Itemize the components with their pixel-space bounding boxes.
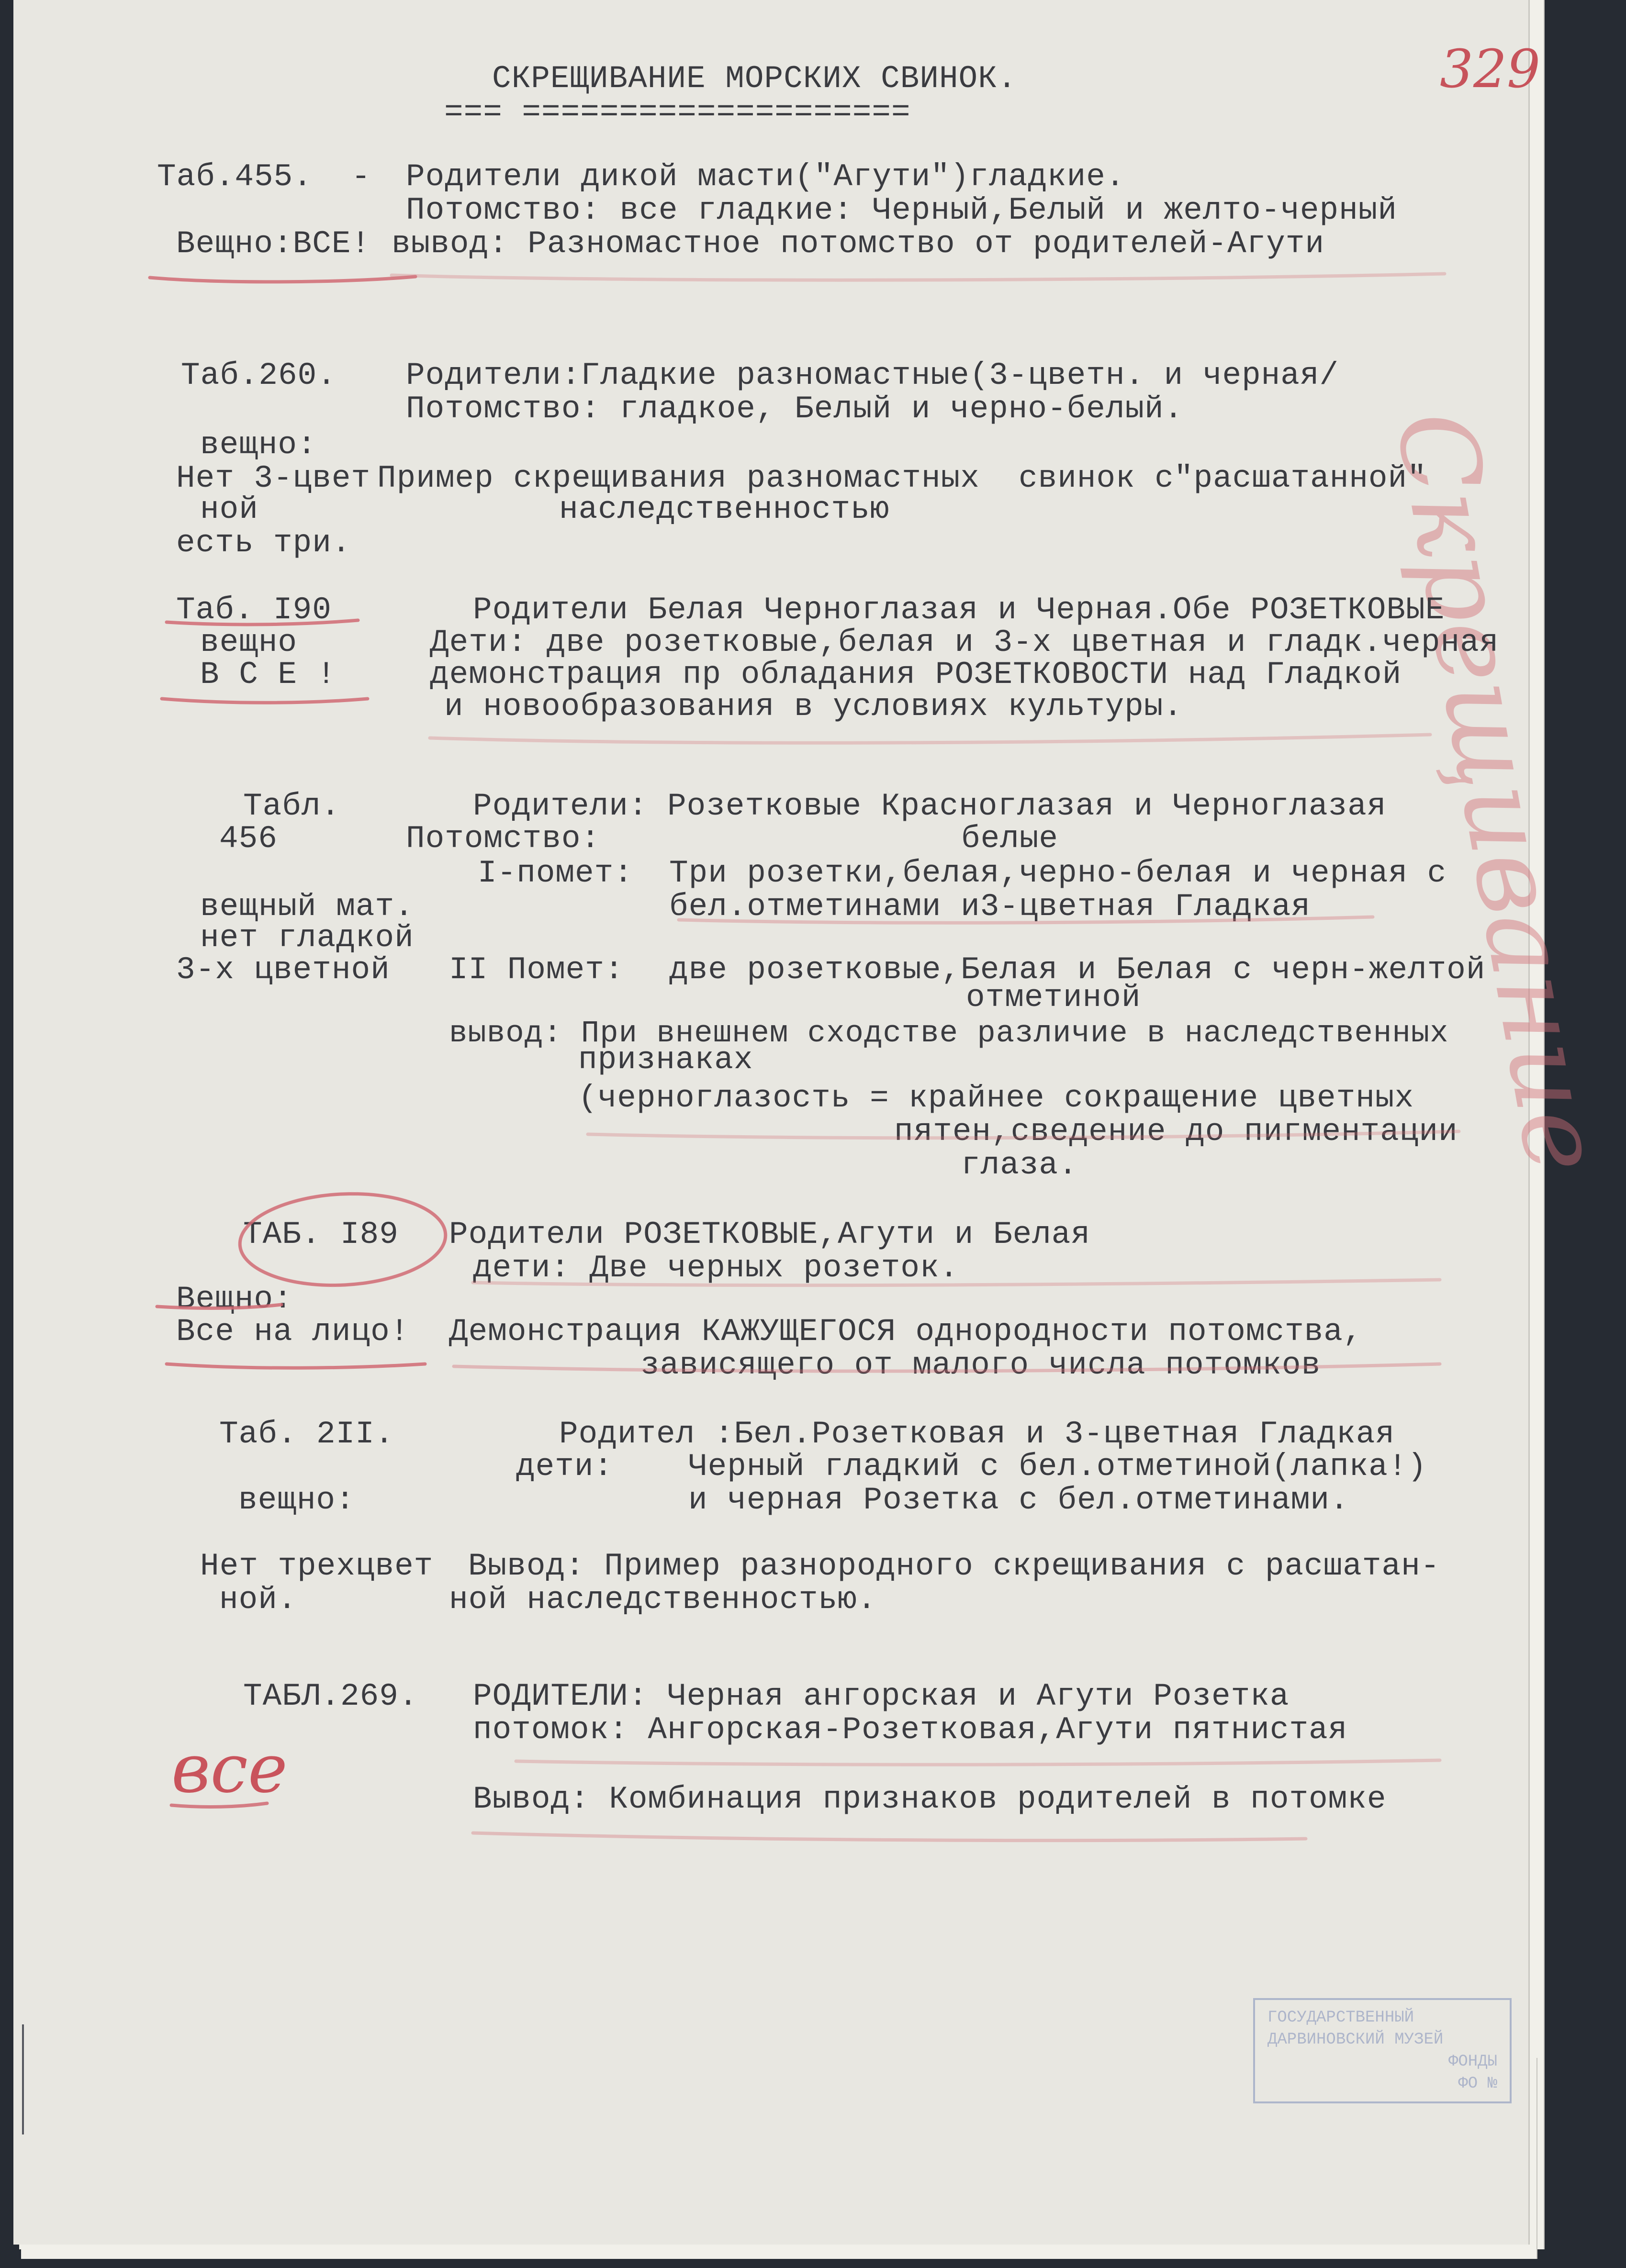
entry-line: Родители:Гладкие разномастные(3-цветн. и черная/: [406, 358, 1339, 393]
entry-line: демонстрация пр обладания РОЗЕТКОВОСТИ над Гладкой: [430, 657, 1402, 693]
stamp-line: ФОНДЫ: [1448, 2053, 1497, 2071]
entry-line: I-помет:: [478, 855, 633, 891]
entry-line: Потомство:: [406, 821, 601, 857]
page-title: СКРЕЩИВАНИЕ МОРСКИХ СВИНОК.: [492, 61, 1017, 97]
underline-vse-190: [162, 699, 368, 703]
entry-conclusion: (черноглазость = крайнее сокращение цветных: [578, 1080, 1414, 1116]
entry-conclusion: Вывод: Комбинация признаков родителей в потомке: [473, 1781, 1387, 1817]
entry-note: Нет 3-цвет: [176, 460, 371, 496]
underline-456-1: [679, 917, 1373, 923]
entry-line: II Помет:: [449, 952, 624, 988]
entry-table-number: Таб.260.: [181, 358, 336, 393]
entry-table-number: Таб. I90: [176, 592, 332, 628]
underline-189-children: [473, 1280, 1440, 1285]
entry-note: Вещно:: [176, 1281, 293, 1317]
entry-note: вещный мат.: [200, 889, 414, 925]
entry-line: Родители дикой масти("Агути")гладкие.: [406, 159, 1125, 195]
entry-line: белые: [961, 821, 1059, 857]
entry-conclusion: глаза.: [961, 1147, 1078, 1183]
document-sheet: [13, 0, 1626, 2245]
underline-tab-190: [167, 620, 358, 625]
underline-vse-269: [171, 1803, 267, 1807]
entry-table-number: Таб.455. -: [157, 159, 371, 195]
entry-table-number: Табл.: [243, 788, 341, 824]
entry-note: вещно: [200, 625, 298, 660]
entry-line: бел.отметинами и3-цветная Гладкая: [669, 889, 1311, 925]
entry-line: отметиной: [966, 980, 1141, 1016]
underline-conclusion-455: [392, 274, 1445, 280]
entry-conclusion: ной наследственностью.: [449, 1582, 877, 1618]
entry-note: Вещно:ВСЕ!: [176, 226, 371, 262]
entry-note: 3-х цветной: [176, 952, 390, 988]
entry-line: Черный гладкий с бел.отметиной(лапка!): [688, 1449, 1427, 1485]
entry-conclusion: Пример скрещивания разномастных свинок с"расшатанной": [377, 460, 1427, 496]
title-underline: === ====================: [444, 94, 911, 130]
entry-line: Потомство: гладкое, Белый и черно-белый.: [406, 391, 1184, 427]
entry-line: РОДИТЕЛИ: Черная ангорская и Агути Розетка: [473, 1678, 1290, 1714]
entry-line: и черная Розетка с бел.отметинами.: [688, 1482, 1349, 1518]
entry-note: нет гладкой: [200, 920, 414, 956]
entry-note: вещно:: [238, 1482, 355, 1518]
entry-line: Родители РОЗЕТКОВЫЕ,Агути и Белая: [449, 1217, 1091, 1252]
entry-line: Три розетки,белая,черно-белая и черная с: [669, 855, 1447, 891]
entry-note: ной.: [219, 1582, 297, 1618]
stamp-line: ДАРВИНОВСКИЙ МУЗЕЙ: [1267, 2031, 1444, 2049]
underline-demo-189: [454, 1364, 1440, 1371]
entry-note: вещно:: [200, 427, 317, 463]
entry-table-number: Таб. 2II.: [219, 1416, 394, 1452]
entry-note: Все на лицо!: [176, 1314, 410, 1350]
entry-line: и новообразования в условиях культуры.: [444, 689, 1183, 725]
entry-line: потомок: Ангорская-Розетковая,Агути пятнистая: [473, 1712, 1348, 1748]
underline-456-2: [588, 1131, 1459, 1138]
entry-line: Родители: Розетковые Красноглазая и Черноглазая: [473, 788, 1387, 824]
entry-line: две розетковые,Белая и Белая с черн-желтой: [669, 952, 1486, 988]
entry-line: Потомство: все гладкие: Черный,Белый и желто-черный: [406, 192, 1397, 228]
entry-note: В С Е !: [200, 657, 336, 693]
entry-conclusion: вывод: Разномастное потомство от родителей-Агути: [392, 226, 1325, 262]
underline-269-conclusion: [473, 1833, 1306, 1841]
entry-conclusion: признаках: [578, 1042, 753, 1078]
entry-conclusion: пятен,сведение до пигментации: [894, 1114, 1458, 1150]
underline-demo-190: [430, 735, 1430, 743]
entry-conclusion: вывод: При внешнем сходстве различие в наследственных: [449, 1017, 1449, 1051]
entry-note: Нет трехцвет: [200, 1548, 434, 1584]
underline-veshchno-vse: [150, 277, 415, 282]
entry-conclusion: наследственностью: [559, 492, 890, 527]
entry-table-number: ТАБ. I89: [243, 1217, 399, 1252]
entry-table-number: 456: [219, 821, 278, 857]
underline-veshchno-189: [157, 1305, 281, 1308]
entry-line: Родител :Бел.Розетковая и 3-цветная Гладкая: [559, 1416, 1395, 1452]
entry-line: Дети: две розетковые,белая и 3-х цветная и гладк.черная: [430, 625, 1499, 660]
entry-line: Родители Белая Черноглазая и Черная.Обе РОЗЕТКОВЫЕ: [473, 592, 1445, 628]
stamp-line: ФО №: [1458, 2075, 1497, 2093]
entry-conclusion: Демонстрация КАЖУЩЕГОСЯ однородности потомства,: [449, 1314, 1363, 1350]
entry-table-number: ТАБЛ.269.: [243, 1678, 418, 1714]
circle-tab-189: [237, 1189, 448, 1290]
underline-269-parents: [516, 1760, 1440, 1765]
entry-note: все: [171, 1730, 288, 1808]
entry-line: дети:: [516, 1449, 614, 1485]
pencil-margin-note: Скрещивание: [1371, 402, 1626, 1182]
entry-note: ной: [200, 492, 258, 527]
entry-line: дети: Две черных розеток.: [473, 1250, 959, 1286]
entry-conclusion: зависящего от малого числа потомков: [640, 1347, 1321, 1383]
red-pencil-markings: [13, 0, 1528, 2245]
stamp-line: ГОСУДАРСТВЕННЫЙ: [1267, 2009, 1414, 2027]
entry-conclusion: Вывод: Пример разнородного скрещивания с расшатан-: [468, 1548, 1440, 1584]
underline-vse-na-litso: [167, 1364, 425, 1368]
page-number: 329: [1440, 38, 1540, 100]
entry-note: есть три.: [176, 525, 351, 561]
